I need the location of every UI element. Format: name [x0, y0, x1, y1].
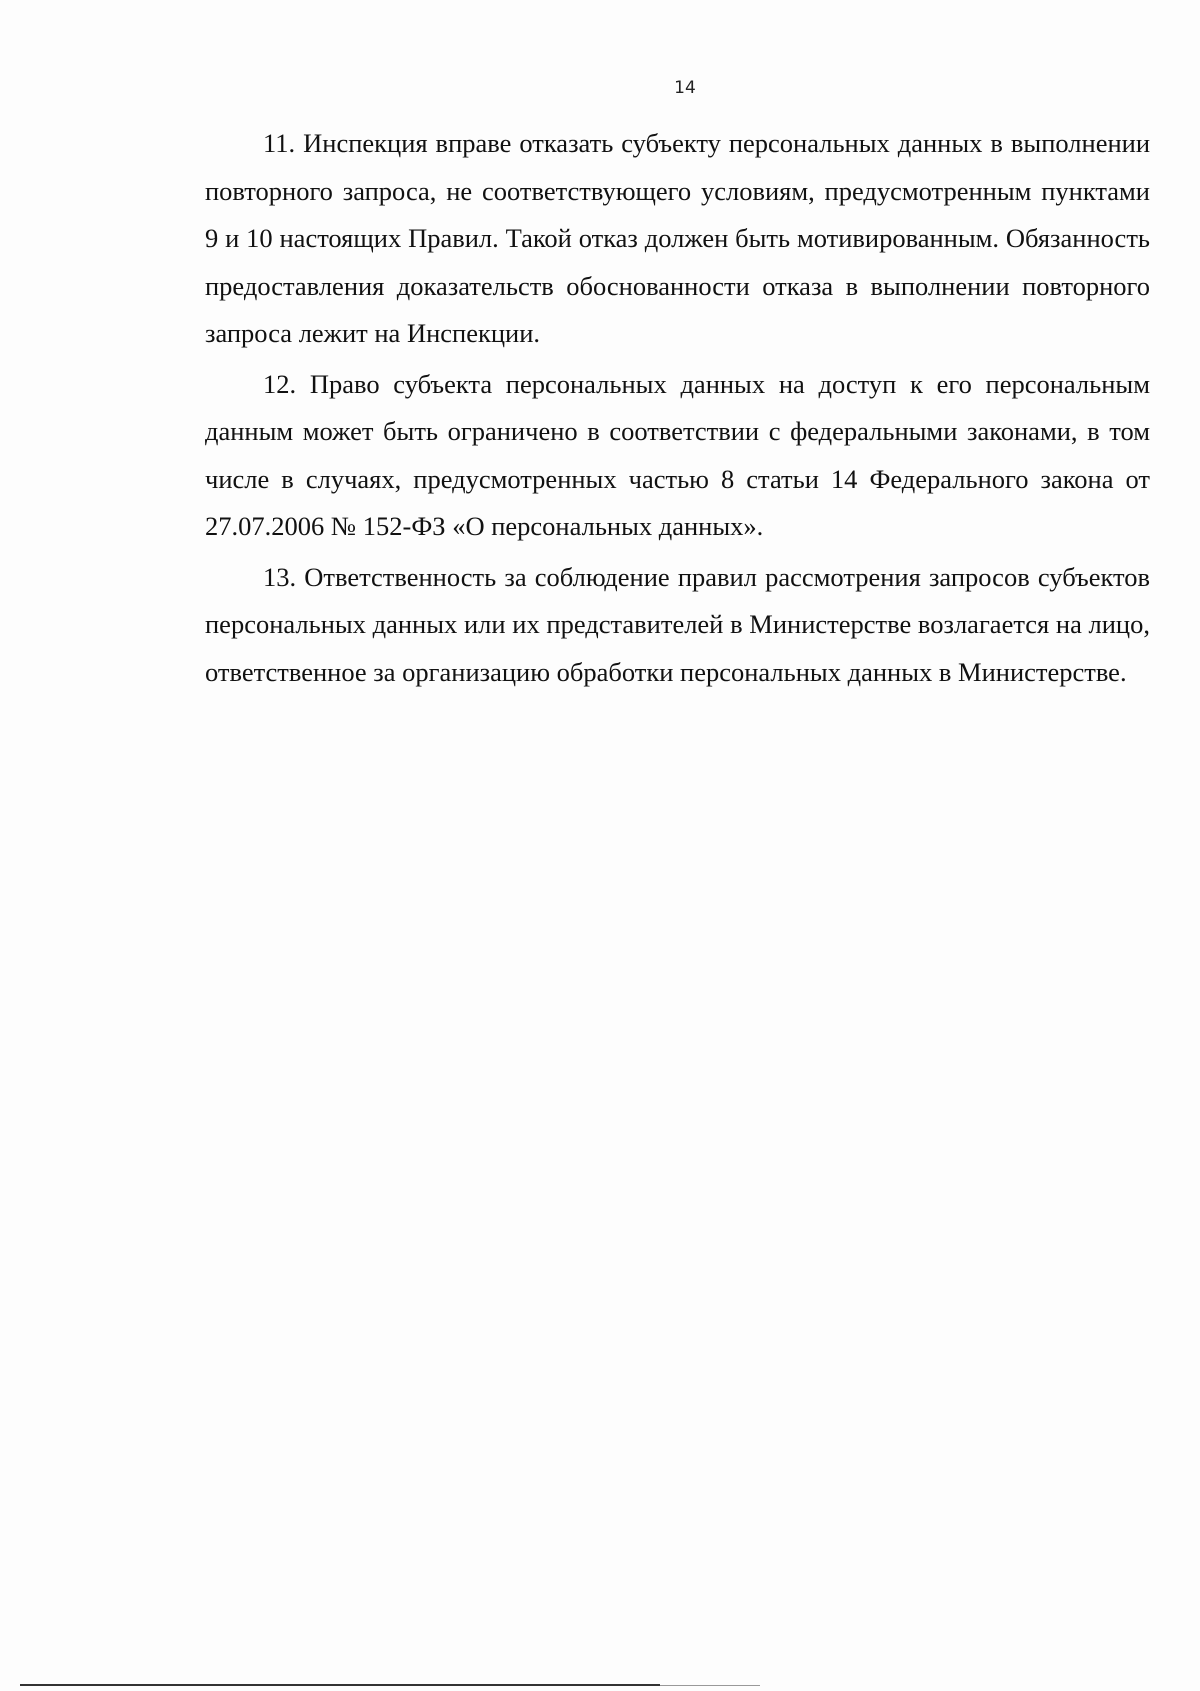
scan-edge-line: [20, 1684, 660, 1686]
page-number: 14: [674, 78, 696, 98]
paragraph-13: 13. Ответственность за соблюдение правил рассмотрения запросов субъектов персональных данных или их представителей в Министерстве возлагается на лицо, ответственное за организацию обработки персональных данных в Министерстве.: [205, 561, 1150, 687]
scan-edge-line-faint: [660, 1685, 760, 1686]
paragraph-12: 12. Право субъекта персональных данных на доступ к его персональным данным может быть ограничено в соответствии с федеральными законами, в том числе в случаях, предусмотренных частью 8 статьи 14 Федерального закона от 27.07.2006 № 152-ФЗ «О персональных данных».: [205, 368, 1150, 541]
document-body: [205, 120, 1150, 699]
paragraph-11: 11. Инспекция вправе отказать субъекту персональных данных в выполнении повторного запроса, не соответствующего условиям, предусмотренным пунктами 9 и 10 настоящих Правил. Такой отказ должен быть мотивированным. Обязанность предоставления доказательств обоснованности отказа в выполнении повторного запроса лежит на Инспекции.: [205, 128, 1150, 348]
